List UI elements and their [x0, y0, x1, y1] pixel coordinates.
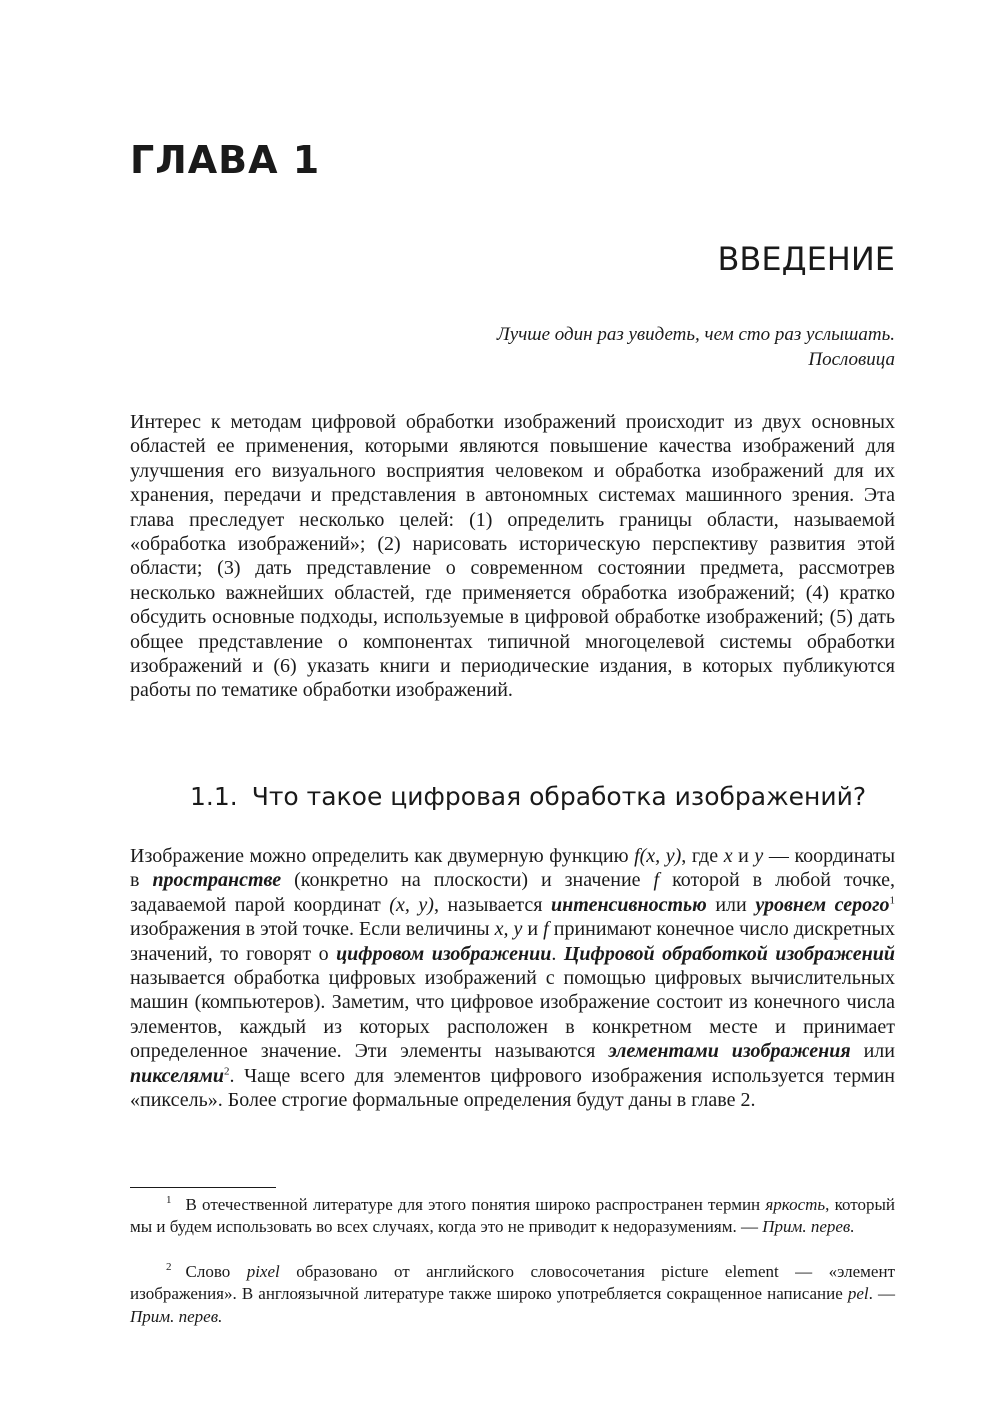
footnote-2: $^2$ Слово pixel образовано от английского словосочетания picture element — «элемент изображения». В англоязычной литературе также широко употребляется сокращенное написание pel. — Прим. перев. — [130, 1261, 895, 1326]
picture-elements-term: элементами изображения — [608, 1040, 851, 1063]
footnote-mark-2: 2 — [166, 1261, 172, 1274]
epigraph-source: Пословица — [808, 349, 895, 370]
dip-term: Цифровой обработкой изображений — [563, 942, 896, 965]
definition-paragraph: Изображение можно определить как двумерную функцию f(x, y), где x и y — координаты в пространстве (конкретно на плоскости) и значение f которой в любой точке, задаваемой парой координат (x, y), называется интенсивностью или уровнем серого$^1$ изображения в этой точке. Если величины x, y и f принимают конечное число дискретных значений, то говорят о цифровом изображении. Цифровой обработкой изображений называется обработка цифровых изображений с помощью цифровых вычислительных машин (компьютеров). Заметим, что цифровое изображение состоит из конечного числа элементов, каждый из которых расположен в конкретном месте и принимает определенное значение. Эти элементы называются элементами изображения или пикселями$^2$. Чаще всего для элементов цифрового изображения используется термин «пиксель». Более строгие формальные определения будут даны в главе 2. — [130, 845, 896, 1112]
gray-level-term: уровнем серого — [755, 893, 890, 916]
digital-image-term: цифровом изображении — [336, 942, 552, 965]
chapter-label: ГЛАВА 1 — [130, 138, 321, 182]
section-title: Что такое цифровая обработка изображений? — [251, 782, 867, 811]
chapter-title: ВВЕДЕНИЕ — [717, 240, 895, 278]
space-term: пространстве — [152, 869, 282, 892]
footnote-divider — [130, 1187, 276, 1188]
section-number: 1.1. — [190, 782, 238, 811]
footnote-ref-2: 2 — [224, 1065, 230, 1077]
footnote-mark-1: 1 — [166, 1194, 172, 1207]
footnote-ref-1: 1 — [889, 894, 896, 907]
footnote-1: $^1$ В отечественной литературе для этого понятия широко распространен термин яркость, который мы и будем использовать во всех случаях, когда это не приводит к недоразумениям. — Прим. перев. — [130, 1194, 895, 1237]
function-term: f(x, y) — [634, 845, 682, 867]
epigraph — [295, 322, 895, 372]
intro-paragraph: Интерес к методам цифровой обработки изображений происходит из двух основных областей ее применения, которыми являются повышение качества изображений для улучшения его визуального восприятия человеком и обработка изображений для их хранения, передачи и представления в автономных системах машинного зрения. Эта глава преследует несколько целей: (1) определить границы области, называемой «обработка изображений»; (2) нарисовать историческую перспективу развития этой области; (3) дать представление о современном состоянии предмета, рассмотрев несколько важнейших областей, где применяется обработка изображений; (4) кратко обсудить основные подходы, используемые в цифровой обработке изображений; (5) дать общее представление о компонентах типичной многоцелевой системы обработки изображений и (6) указать книги и периодические издания, в которых публикуются работы по тематике обработки изображений. — [130, 411, 895, 702]
pixels-term: пикселями — [130, 1064, 225, 1087]
intensity-term: интенсивностью — [551, 893, 707, 916]
section-heading — [190, 782, 866, 811]
epigraph-quote: Лучше один раз увидеть, чем сто раз услышать. — [496, 324, 895, 345]
